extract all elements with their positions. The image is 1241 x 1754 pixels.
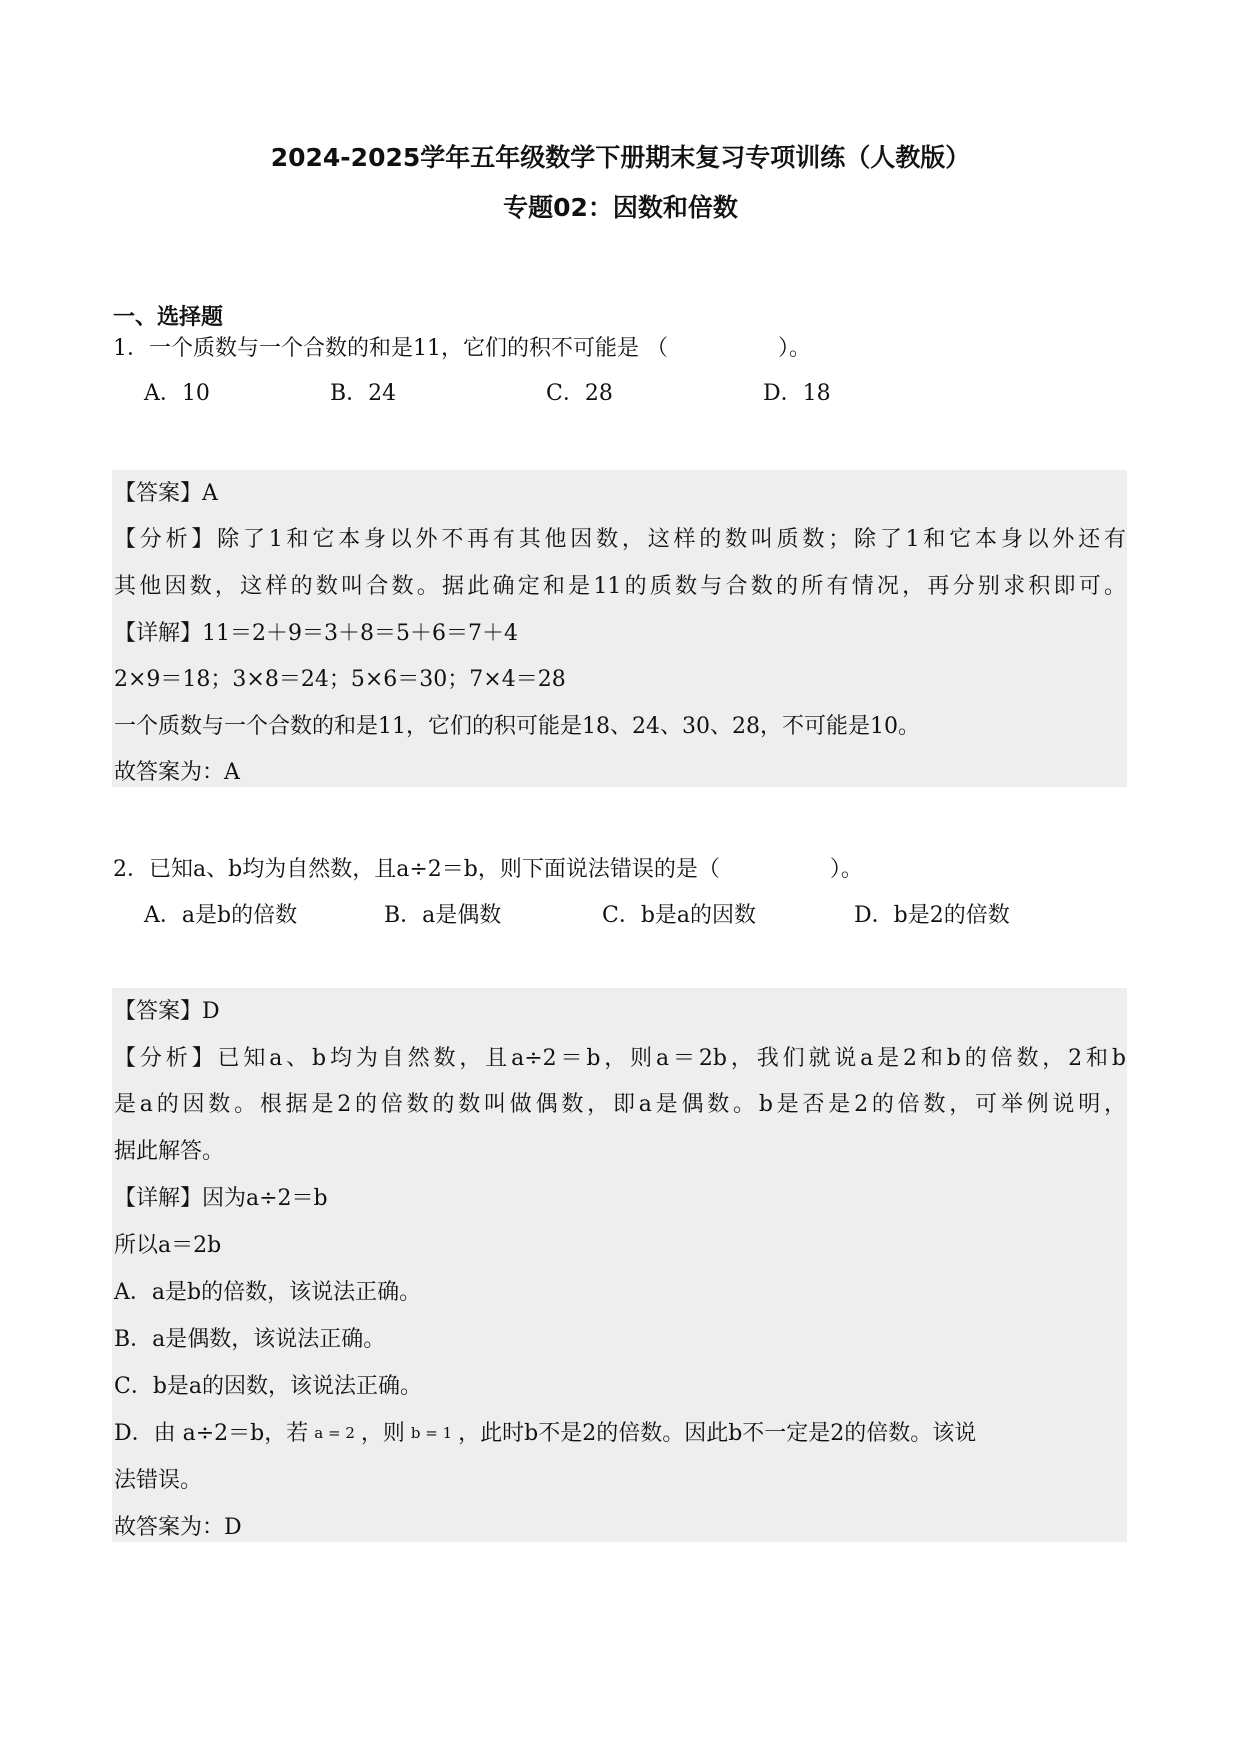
question-2-detail-line-6 — [114, 1416, 976, 1447]
question-1-solution-box — [112, 470, 1127, 787]
question-1-option-d: D．18 — [763, 381, 831, 406]
question-2-detail-line-5: C．b是a的因数，该说法正确。 — [114, 1374, 423, 1399]
question-1-option-b: B．24 — [330, 381, 397, 406]
question-2-detail-6-text-b: ，则 — [360, 1421, 405, 1446]
question-2-option-b: B．a是偶数 — [384, 903, 502, 928]
formula-b-equals-1: b = 1 — [410, 1424, 453, 1442]
question-2-detail-line-4: B．a是偶数，该说法正确。 — [114, 1327, 386, 1352]
question-2-analysis-line-1: 【分析】已知a、b均为自然数，且a÷2＝b，则a＝2b，我们就说a是2和b的倍数，2和b — [114, 1046, 1126, 1071]
question-1-analysis-line-2: 其他因数，这样的数叫合数。据此确定和是11的质数与合数的所有情况，再分别求积即可。 — [114, 574, 1126, 599]
question-2-option-c: C．b是a的因数 — [602, 903, 757, 928]
question-2-option-a: A．a是b的倍数 — [144, 903, 298, 928]
document-subtitle: 专题02：因数和倍数 — [503, 193, 738, 222]
question-2-detail-6-text-c: ，此时b不是2的倍数。因此b不一定是2的倍数。该说 — [458, 1421, 977, 1446]
question-1-detail-line-1: 【详解】11＝2＋9＝3＋8＝5＋6＝7＋4 — [114, 621, 518, 646]
question-1-answer: 【答案】A — [114, 481, 218, 506]
question-1-stem: 1．一个质数与一个合数的和是11，它们的积不可能是 （ ）。 — [113, 336, 811, 361]
question-1-analysis-line-1: 【分析】除了1和它本身以外不再有其他因数，这样的数叫质数；除了1和它本身以外还有 — [114, 527, 1126, 552]
question-1-option-c: C．28 — [546, 381, 613, 406]
section-heading: 一、选择题 — [113, 305, 224, 330]
question-2-detail-line-1: 【详解】因为a÷2＝b — [114, 1186, 328, 1211]
question-2-conclusion: 故答案为：D — [114, 1515, 242, 1540]
question-2-detail-6-text-a: D．由 a÷2＝b，若 — [114, 1421, 309, 1446]
question-2-analysis-line-3: 据此解答。 — [114, 1139, 225, 1164]
formula-a-equals-2: a = 2 — [314, 1424, 355, 1442]
question-2-option-d: D．b是2的倍数 — [854, 903, 1010, 928]
question-2-detail-line-7: 法错误。 — [114, 1468, 203, 1493]
question-2-detail-line-3: A．a是b的倍数，该说法正确。 — [114, 1280, 422, 1305]
question-2-stem: 2．已知a、b均为自然数，且a÷2＝b，则下面说法错误的是（ ）。 — [113, 857, 863, 882]
question-2-detail-line-2: 所以a＝2b — [114, 1233, 222, 1258]
question-2-analysis-line-2: 是a的因数。根据是2的倍数的数叫做偶数，即a是偶数。b是否是2的倍数，可举例说明， — [114, 1092, 1126, 1117]
question-1-detail-line-2: 2×9＝18；3×8＝24；5×6＝30；7×4＝28 — [114, 667, 566, 692]
question-2-answer: 【答案】D — [114, 999, 220, 1024]
question-2-solution-box — [112, 988, 1127, 1542]
document-title: 2024-2025学年五年级数学下册期末复习专项训练（人教版） — [270, 143, 971, 172]
question-1-detail-line-3: 一个质数与一个合数的和是11，它们的积可能是18、24、30、28，不可能是10。 — [114, 714, 920, 739]
question-1-conclusion: 故答案为：A — [114, 760, 240, 785]
question-1-option-a: A．10 — [144, 381, 210, 406]
